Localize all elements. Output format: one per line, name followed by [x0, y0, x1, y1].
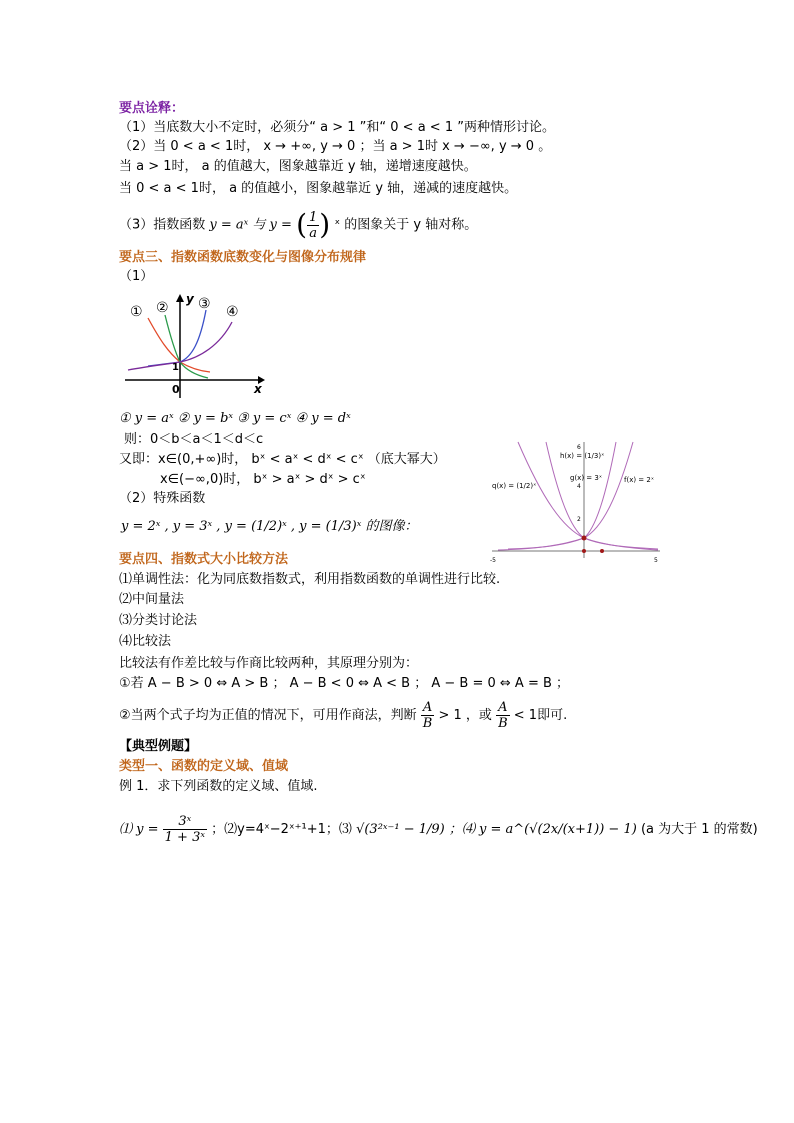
tick-4: 4 [577, 483, 581, 490]
negative-range-relation: x∈(−∞,0)时， bˣ > aˣ > dˣ > cˣ [160, 472, 366, 487]
one-label: 1 [172, 362, 179, 373]
y-axis-arrow [176, 294, 184, 302]
problem-3: √(3²ˣ⁻¹ − 1/9) [356, 822, 445, 837]
y-axis-label: y [186, 292, 194, 306]
origin-label: 0 [172, 383, 180, 396]
quotient-rule-suffix: < 1即可. [513, 708, 568, 723]
typical-examples-heading: 【典型例题】 [119, 739, 198, 754]
fraction-denominator: B [422, 716, 433, 731]
tick-5: 5 [654, 557, 658, 564]
fraction-numerator: 1 [309, 209, 318, 225]
curve-label-4: ④ [226, 304, 239, 320]
note-line-2: （2）当 0 < a < 1时， x → +∞, y → 0 ；当 a > 1时 x → −∞, y → 0 。 [119, 139, 552, 154]
paren-right: ) [319, 208, 331, 241]
method-1: ⑴单调性法：化为同底数指数式，利用指数函数的单调性进行比较. [119, 572, 501, 587]
curve-label-1: ① [130, 304, 143, 320]
fraction-numerator: A [421, 700, 435, 716]
then-relation: 则：0＜b＜a＜1＜d＜c [124, 432, 264, 447]
special-functions [121, 518, 417, 536]
difference-rule: ①若 A − B > 0 ⇔ A > B ； A − B < 0 ⇔ A < B ； A − B = 0 ⇔ A = B ； [119, 676, 570, 691]
label-q: q(x) = (1/2)ˣ [492, 482, 537, 490]
curve-3 [148, 310, 206, 366]
paren-left: ( [296, 208, 308, 241]
tick-6: 6 [577, 444, 581, 451]
label-g: g(x) = 3ˣ [570, 474, 602, 482]
note-line-3: 当 a > 1时， a 的值越大，图象越靠近 y 轴，递增速度越快。 [119, 159, 477, 174]
special-functions-graph [488, 440, 664, 566]
problem-1-fraction [163, 814, 207, 845]
note-line-5-suffix: ˣ 的图象关于 y 轴对称。 [334, 217, 478, 233]
functions-list [119, 410, 351, 428]
label-f: f(x) = 2ˣ [624, 476, 654, 484]
quotient-rule-prefix: ②当两个式子均为正值的情况下，可用作商法，判断 [119, 708, 417, 723]
note-line-4: 当 0 < a < 1时， a 的值越小，图象越靠近 y 轴，递减的速度越快。 [119, 181, 518, 196]
example-1: 例 1．求下列函数的定义域、值域. [119, 779, 318, 794]
problem-1-label: ⑴ y = [119, 822, 159, 837]
special-functions-text: y = 2ˣ , y = 3ˣ , y = (1/2)ˣ , y = (1/3)ˣ 的图像： [121, 519, 418, 534]
problem-1-denominator: 1 + 3ˣ [164, 830, 205, 845]
problem-4-note: (a 为大于 1 的常数) [640, 822, 758, 837]
fraction-a-over-b-2 [496, 700, 510, 731]
intersection-point [582, 536, 587, 541]
x-axis-label: x [254, 382, 262, 396]
method-3: ⑶分类讨论法 [119, 613, 198, 628]
quotient-rule [119, 698, 567, 734]
axis-point [600, 549, 604, 553]
functions-list-text: ① y = aˣ ② y = bˣ ③ y = cˣ ④ y = dˣ [119, 411, 351, 426]
curve-label-3: ③ [198, 296, 211, 312]
problem-4: ；⑷ y = a^(√(2x/(x+1)) − 1) [448, 822, 637, 837]
note-line-5-prefix: （3）指数函数 [119, 217, 206, 233]
curve-1 [148, 318, 210, 372]
exponential-family-graph [120, 290, 265, 402]
fraction-1-over-a [307, 210, 319, 241]
fraction-a-over-b [421, 700, 435, 731]
tick-2: 2 [577, 516, 581, 523]
sub-label-1: （1） [119, 269, 154, 284]
section-heading-base-change: 要点三、指数函数底数变化与图像分布规律 [119, 250, 367, 265]
fraction-denominator: a [309, 225, 318, 241]
method-4: ⑷比较法 [119, 634, 172, 649]
note-line-1: （1）当底数大小不定时，必须分“ a > 1 ”和“ 0 < a < 1 ”两种情形讨论。 [119, 120, 555, 135]
sub-label-2: （2）特殊函数 [119, 491, 206, 506]
method-2: ⑵中间量法 [119, 592, 185, 607]
problem-2: ；⑵y=4ˣ−2ˣ⁺¹+1；⑶ [211, 822, 352, 837]
fraction-numerator-2: A [496, 700, 510, 716]
label-h: h(x) = (1/3)ˣ [560, 452, 605, 460]
note-line-5 [119, 208, 477, 243]
method-explanation: 比较法有作差比较与作商比较两种，其原理分别为： [119, 656, 419, 671]
section-heading-notes: 要点诠释： [119, 101, 185, 116]
tick-neg5: -5 [490, 557, 496, 564]
section-heading-comparison: 要点四、指数式大小比较方法 [119, 552, 289, 567]
origin-point [582, 549, 586, 553]
quotient-rule-mid: > 1 ，或 [438, 708, 492, 723]
note-line-5-formula: y = aˣ 与 y = [209, 217, 292, 233]
positive-range-relation: 又即：x∈(0,+∞)时， bˣ < aˣ < dˣ < cˣ （底大幂大） [119, 452, 446, 467]
type-1-heading: 类型一、函数的定义域、值域 [119, 759, 289, 774]
example-1-problems [119, 812, 758, 848]
fraction-denominator-2: B [498, 716, 508, 731]
problem-1-numerator: 3ˣ [163, 814, 207, 830]
curve-label-2: ② [156, 300, 169, 316]
